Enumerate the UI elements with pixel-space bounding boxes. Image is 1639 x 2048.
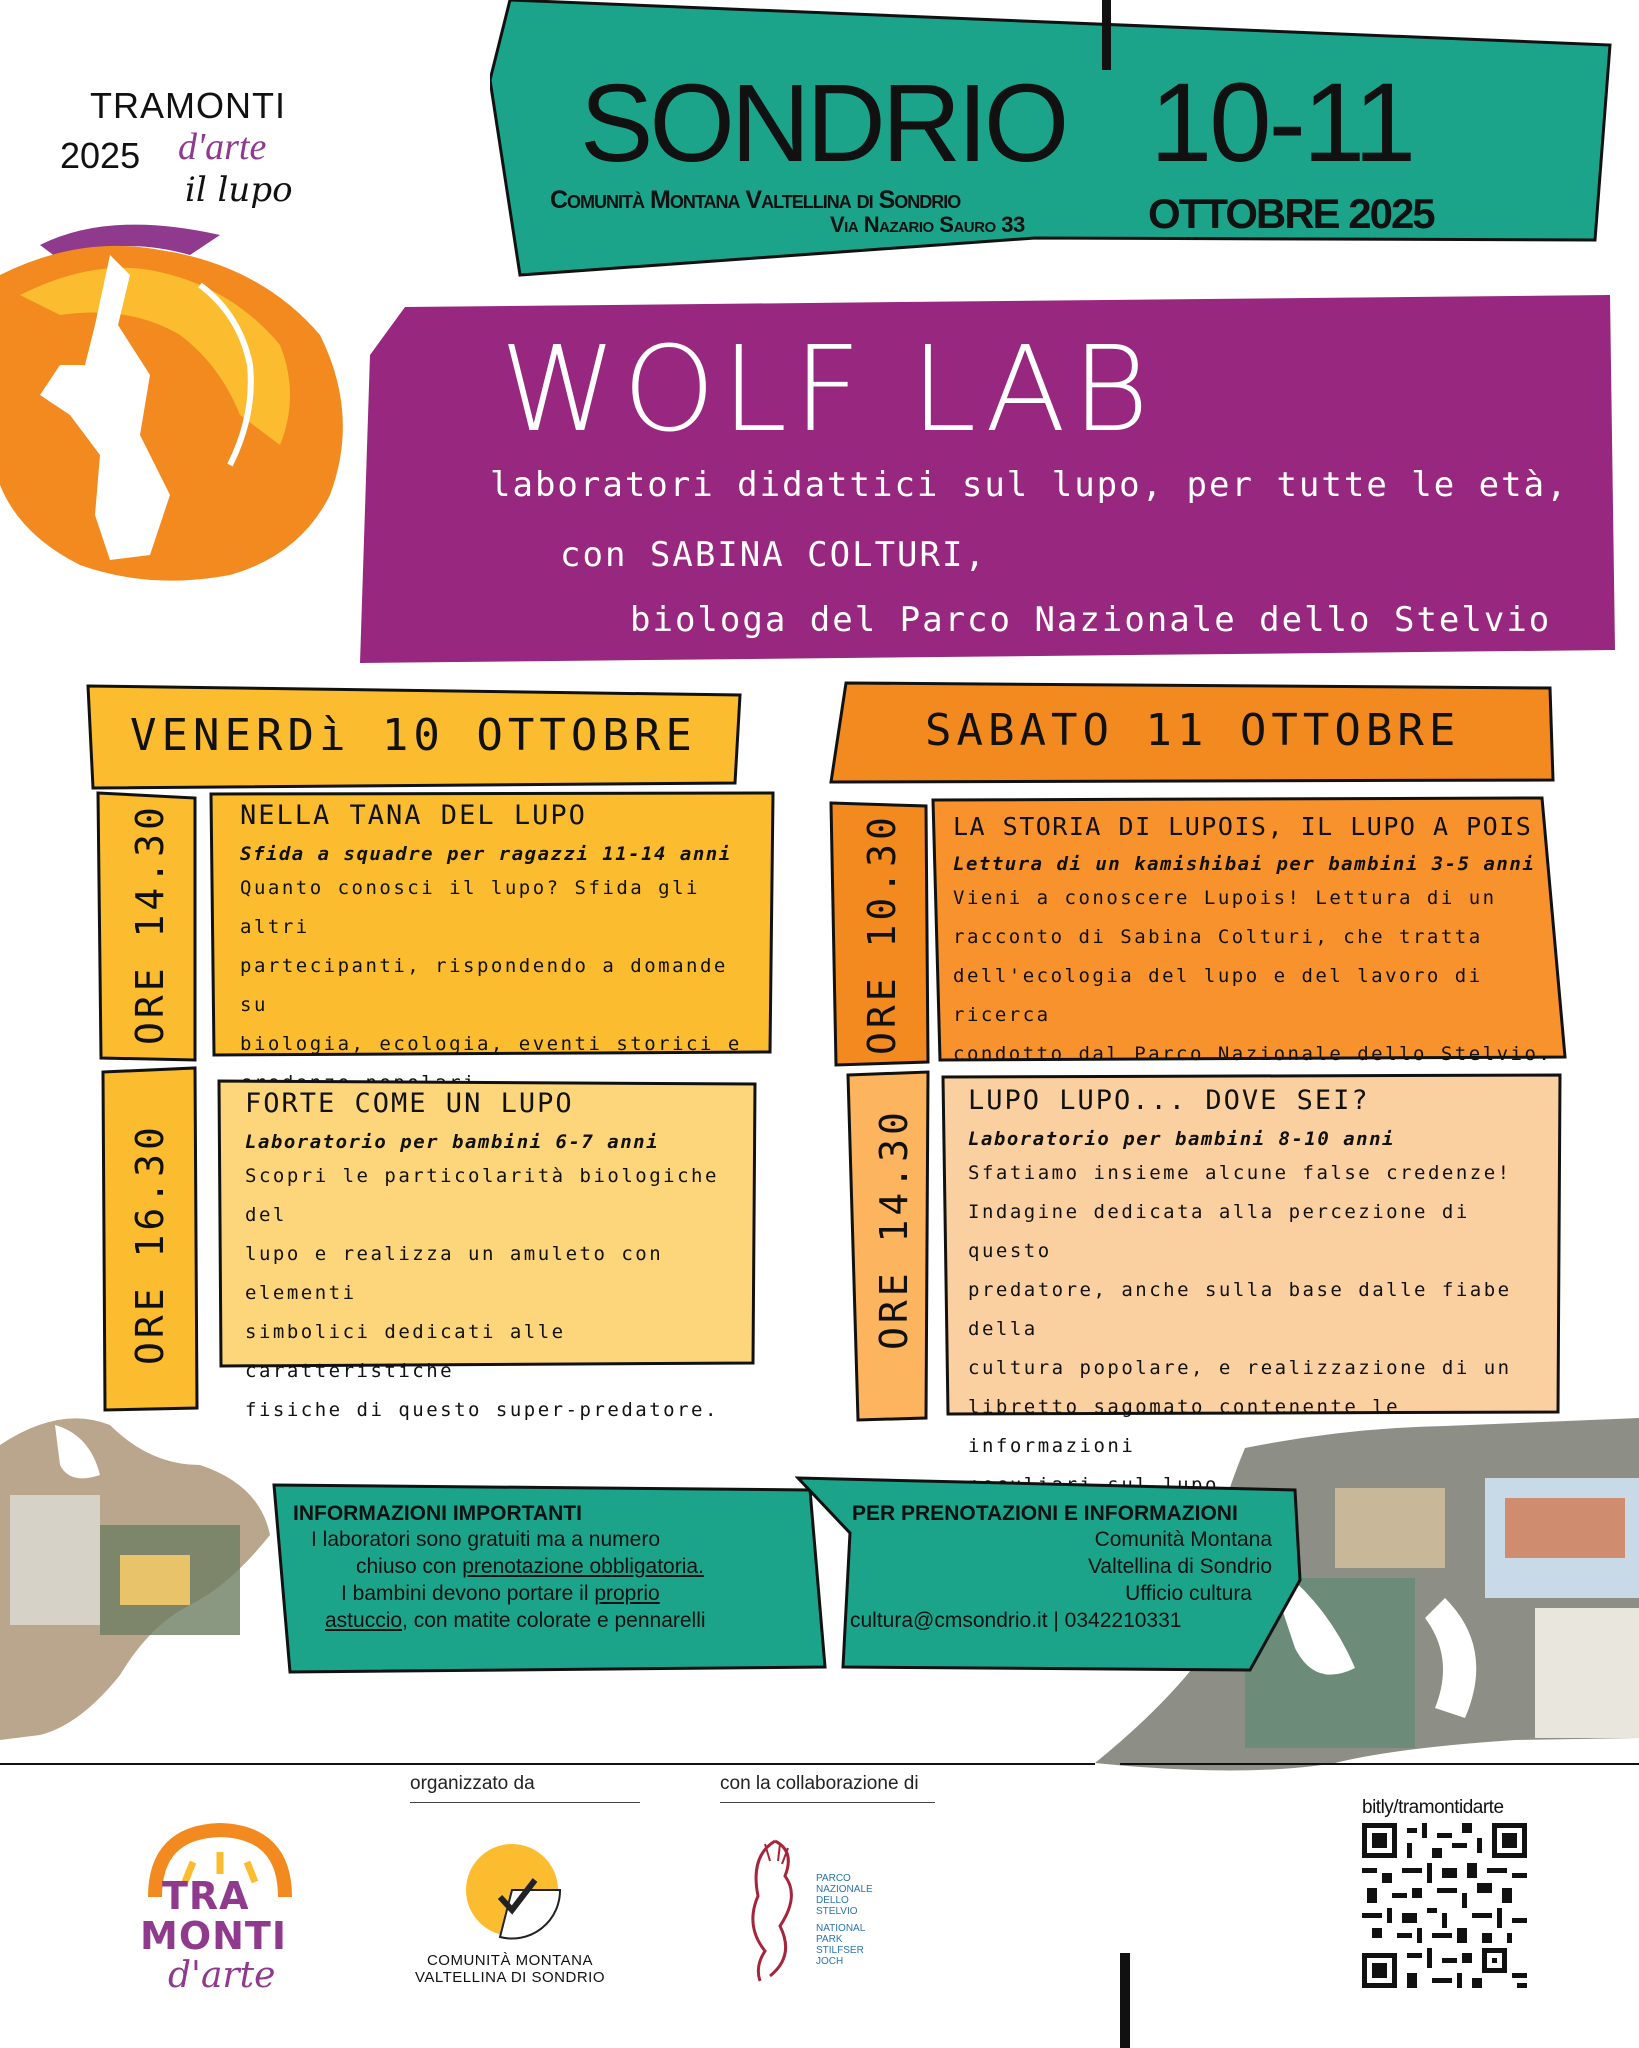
saturday-slot2-line3: predatore, anche sulla base dalle fiabe della [968, 1279, 1512, 1340]
banner-line-2: con SABINA COLTURI, [560, 535, 987, 575]
friday-slot1-line2: partecipanti, rispondendo a domande su [240, 955, 728, 1016]
info-line-3-text: I bambini devono portare il [341, 1582, 595, 1605]
tramonti-darte-logo [140, 1822, 300, 2002]
friday-slot2-subtitle: Laboratorio per bambini 6-7 anni [245, 1131, 660, 1153]
footer-divider [0, 1763, 1095, 1765]
collaboration-underline [720, 1802, 935, 1803]
saturday-slot2-line4: cultura popolare, e realizzazione di un [968, 1357, 1512, 1379]
booking-title: PER PRENOTAZIONI E INFORMAZIONI [852, 1502, 1238, 1525]
brand-tramonti: TRAMONTI [90, 85, 286, 126]
friday-slot2-line2: lupo e realizza un amuleto con elementi [245, 1243, 664, 1304]
qr-url[interactable]: bitly/tramontidarte [1362, 1797, 1504, 1818]
logo-darte: d'arte [168, 1955, 276, 1996]
saturday-slot2-subtitle: Laboratorio per bambini 8-10 anni [968, 1128, 1395, 1150]
organization-name: Comunità Montana Valtellina di Sondrio [550, 186, 961, 214]
qr-code-icon[interactable] [1362, 1823, 1527, 1988]
park-line-5: NATIONAL [816, 1923, 866, 1934]
sunset-wolf-emblem [0, 215, 360, 585]
park-line-8: JOCH [816, 1956, 844, 1967]
park-line-3: DELLO [816, 1895, 849, 1906]
park-line-2: NAZIONALE [816, 1884, 873, 1895]
cm-logo-text [400, 1952, 620, 1986]
info-line-4-text: , con matite colorate e pennarelli [402, 1609, 706, 1632]
friday-slot1-line1: Quanto conosci il lupo? Sfida gli altri [240, 877, 700, 938]
saturday-slot2-line5: libretto sagomato contenente le informazioni [968, 1396, 1401, 1457]
friday-slot2-line3: simbolici dedicati alle caratteristiche [245, 1321, 566, 1382]
info-line-2 [293, 1553, 833, 1580]
brand-year: 2025 [60, 135, 141, 176]
stelvio-eagle-icon [740, 1836, 810, 1986]
saturday-slot1-line1: Vieni a conoscere Lupois! Lettura di un [953, 887, 1497, 909]
friday-slot1 [240, 800, 760, 1103]
saturday-slot1 [953, 812, 1553, 1074]
friday-slot1-title: NELLA TANA DEL LUPO [240, 800, 587, 831]
saturday-slot2-title: LUPO LUPO... DOVE SEI? [968, 1085, 1370, 1116]
saturday-slot1-time: ORE 10.30 [860, 813, 904, 1055]
booking-contact[interactable]: cultura@cmsondrio.it | 0342210331 [850, 1609, 1182, 1632]
cm-logo-line1: COMUNITÀ MONTANA [426, 1952, 594, 1969]
city-title: SONDRIO [580, 62, 1066, 185]
banner-line-3: biologa del Parco Nazionale dello Stelvio [630, 600, 1552, 640]
logo-monti: MONTI [140, 1914, 287, 1958]
park-line-7: STILFSER [816, 1945, 864, 1956]
organized-by-label: organizzato da [410, 1773, 535, 1794]
wolf-lab-title: WOLF LAB [500, 320, 1156, 458]
park-line-4: STELVIO [816, 1906, 858, 1917]
info-line-3 [293, 1580, 833, 1607]
info-line-4 [293, 1607, 833, 1634]
info-pencil-case: astuccio [325, 1609, 403, 1632]
booking-line-2: Valtellina di Sondrio [1087, 1555, 1272, 1578]
organization-address: Via Nazario Sauro 33 [830, 212, 1025, 237]
friday-slot1-subtitle: Sfida a squadre per ragazzi 11-14 anni [240, 843, 732, 865]
saturday-slot2-line2: Indagine dedicata alla percezione di questo [968, 1201, 1470, 1262]
brand-darte: d'arte [178, 126, 267, 168]
saturday-slot1-line3: dell'ecologia del lupo e del lavoro di ricerca [953, 965, 1483, 1026]
brand-il-lupo: il lupo [185, 170, 293, 210]
logo-tra: TRA [162, 1874, 250, 1918]
booking-info [852, 1502, 1272, 1634]
saturday-day-label: SABATO 11 OTTOBRE [925, 705, 1461, 756]
footer-divider-right [1120, 1763, 1639, 1765]
friday-slot1-time: ORE 14.30 [128, 803, 172, 1045]
booking-line-1: Comunità Montana [1094, 1528, 1272, 1551]
friday-slot1-line3: biologia, ecologia, eventi storici e [240, 1033, 742, 1055]
friday-slot2-time: ORE 16.30 [128, 1123, 172, 1365]
friday-slot2 [245, 1088, 755, 1430]
saturday-slot2-line1: Sfatiamo insieme alcune false credenze! [968, 1162, 1512, 1184]
event-days: 10-11 [1150, 60, 1414, 185]
park-line-1: PARCO [816, 1873, 851, 1884]
saturday-slot1-line2: racconto di Sabina Colturi, che tratta [953, 926, 1483, 948]
footer-bar-mark [1120, 1953, 1130, 2048]
saturday-slot2-time: ORE 14.30 [872, 1108, 916, 1350]
event-month: OTTOBRE 2025 [1148, 190, 1434, 237]
friday-slot2-line1: Scopri le particolarità biologiche del [245, 1165, 719, 1226]
organized-by-underline [410, 1802, 640, 1803]
info-own-text: proprio [594, 1582, 660, 1605]
important-info [293, 1502, 833, 1634]
friday-slot2-line4: fisiche di questo super-predatore. [245, 1399, 719, 1421]
friday-day-label: VENERDì 10 OTTOBRE [130, 710, 697, 761]
info-booking-required: prenotazione obbligatoria. [462, 1555, 704, 1578]
cm-logo-line2: VALTELLINA DI SONDRIO [415, 1969, 605, 1986]
saturday-slot1-subtitle: Lettura di un kamishibai per bambini 3-5 anni [953, 853, 1536, 875]
info-line-2-text: chiuso con [356, 1555, 463, 1578]
saturday-slot1-title: LA STORIA DI LUPOIS, IL LUPO A POIS [953, 812, 1533, 841]
collaboration-label: con la collaborazione di [720, 1773, 919, 1794]
info-title: INFORMAZIONI IMPORTANTI [293, 1502, 582, 1525]
booking-line-3: Ufficio cultura [1125, 1582, 1252, 1605]
banner-line-1: laboratori didattici sul lupo, per tutte le età, [490, 465, 1569, 505]
saturday-slot1-line4: condotto dal Parco Nazionale dello Stelvio. [953, 1043, 1553, 1065]
info-line-1: I laboratori sono gratuiti ma a numero [311, 1528, 661, 1551]
park-line-6: PARK [816, 1934, 843, 1945]
friday-slot2-title: FORTE COME UN LUPO [245, 1088, 574, 1119]
comunita-montana-logo-icon [460, 1835, 565, 1945]
park-logo-text [816, 1873, 873, 1967]
left-photo-collage [0, 1405, 290, 1745]
